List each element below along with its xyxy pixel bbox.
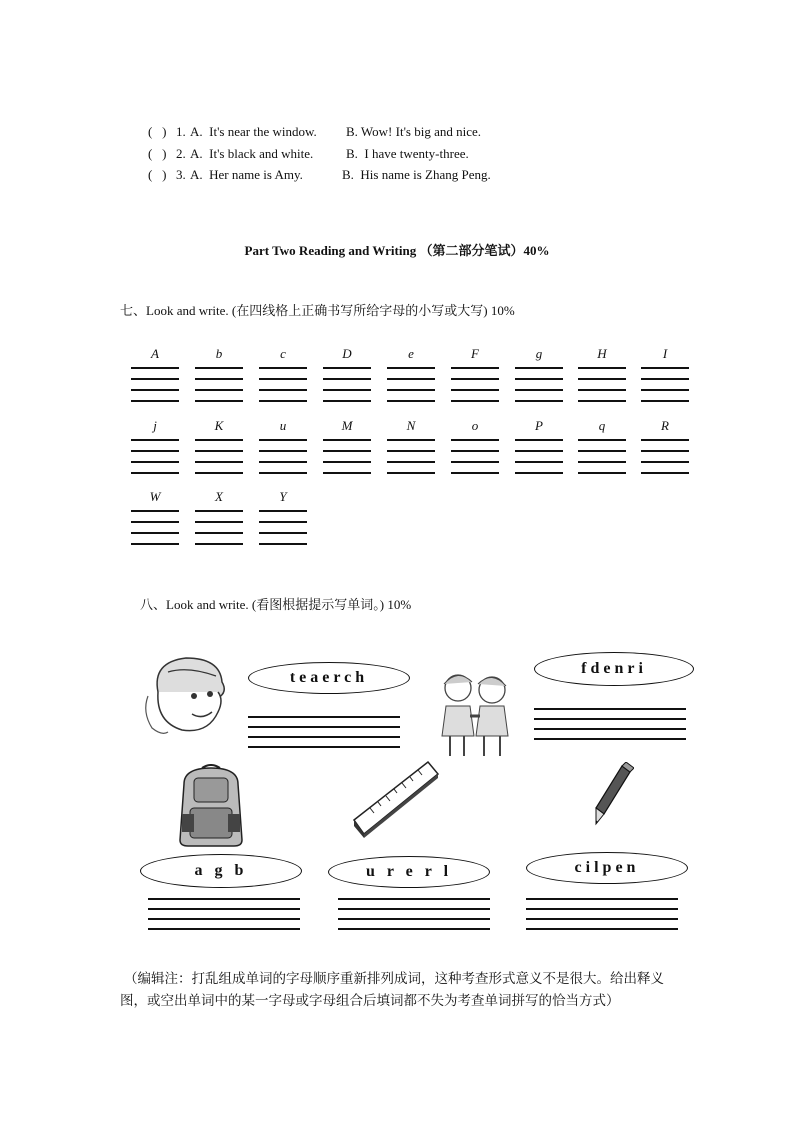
four-line-grid[interactable] bbox=[259, 510, 307, 544]
grid-line bbox=[641, 439, 689, 441]
four-line-grid[interactable] bbox=[195, 439, 243, 473]
grid-line bbox=[641, 400, 689, 402]
option-b: B. His name is Zhang Peng. bbox=[342, 167, 491, 182]
grid-line bbox=[195, 450, 243, 452]
four-line-grid[interactable] bbox=[259, 439, 307, 473]
grid-line bbox=[578, 450, 626, 452]
answer-paren: ( ) bbox=[148, 146, 167, 161]
girl-face-icon bbox=[138, 652, 234, 738]
grid-line bbox=[131, 510, 179, 512]
four-line-grid[interactable] bbox=[641, 439, 689, 473]
writing-lines-bag[interactable] bbox=[148, 898, 300, 928]
grid-line bbox=[195, 510, 243, 512]
letter-prompt: e bbox=[408, 346, 414, 361]
grid-line bbox=[323, 378, 371, 380]
letter-prompt: K bbox=[214, 418, 224, 433]
question-number: 3. bbox=[176, 167, 186, 182]
letter-prompt: b bbox=[215, 346, 223, 361]
grid-line bbox=[259, 532, 307, 534]
option-b: B. I have twenty-three. bbox=[346, 146, 469, 161]
grid-line bbox=[451, 378, 499, 380]
four-line-grid[interactable] bbox=[578, 367, 626, 401]
four-line-grid[interactable] bbox=[451, 439, 499, 473]
four-line-grid[interactable] bbox=[387, 367, 435, 401]
four-line-grid[interactable] bbox=[131, 439, 179, 473]
letter-prompt: H bbox=[597, 346, 607, 361]
grid-line bbox=[195, 532, 243, 534]
letter-prompt: R bbox=[661, 418, 669, 433]
grid-line bbox=[578, 461, 626, 463]
four-line-grid[interactable] bbox=[195, 510, 243, 544]
option-a: A. It's black and white. bbox=[190, 146, 314, 161]
grid-line bbox=[323, 400, 371, 402]
grid-line bbox=[387, 378, 435, 380]
writing-lines-ruler[interactable] bbox=[338, 898, 490, 928]
grid-line bbox=[515, 439, 563, 441]
letter-prompt: M bbox=[341, 418, 353, 433]
grid-line bbox=[451, 472, 499, 474]
grid-line bbox=[195, 378, 243, 380]
letter-prompt: q bbox=[598, 418, 606, 433]
letter-prompt: N bbox=[406, 418, 416, 433]
grid-line bbox=[451, 400, 499, 402]
grid-line bbox=[259, 472, 307, 474]
schoolbag-icon bbox=[172, 764, 250, 848]
grid-line bbox=[259, 510, 307, 512]
writing-lines-pencil[interactable] bbox=[526, 898, 678, 928]
grid-line bbox=[641, 450, 689, 452]
grid-line bbox=[131, 543, 179, 545]
letter-prompt: j bbox=[153, 418, 157, 433]
section8-heading: 八、Look and write. (看图根据提示写单词。) 10% bbox=[140, 597, 412, 612]
grid-line bbox=[323, 461, 371, 463]
answer-paren: ( ) bbox=[148, 124, 167, 139]
part-title: Part Two Reading and Writing （第二部分笔试）40% bbox=[244, 243, 550, 258]
grid-line bbox=[387, 450, 435, 452]
four-line-grid[interactable] bbox=[323, 439, 371, 473]
grid-line bbox=[387, 389, 435, 391]
grid-line bbox=[195, 389, 243, 391]
answer-paren: ( ) bbox=[148, 167, 167, 182]
grid-line bbox=[578, 389, 626, 391]
grid-line bbox=[259, 543, 307, 545]
grid-line bbox=[131, 367, 179, 369]
grid-line bbox=[131, 378, 179, 380]
grid-line bbox=[515, 461, 563, 463]
two-girls-icon bbox=[430, 666, 522, 758]
grid-line bbox=[131, 389, 179, 391]
grid-line bbox=[259, 461, 307, 463]
grid-line bbox=[323, 389, 371, 391]
grid-line bbox=[131, 439, 179, 441]
grid-line bbox=[578, 378, 626, 380]
grid-line bbox=[195, 439, 243, 441]
grid-line bbox=[259, 378, 307, 380]
editor-note-line1: （编辑注：打乱组成单词的字母顺序重新排列成词，这种考查形式意义不是很大。给出释义 bbox=[124, 971, 664, 987]
grid-line bbox=[195, 543, 243, 545]
grid-line bbox=[259, 367, 307, 369]
letter-prompt: g bbox=[535, 346, 543, 361]
letter-prompt: W bbox=[149, 489, 161, 504]
grid-line bbox=[641, 389, 689, 391]
grid-line bbox=[515, 472, 563, 474]
option-a: A. It's near the window. bbox=[190, 124, 317, 139]
grid-line bbox=[195, 461, 243, 463]
grid-line bbox=[131, 461, 179, 463]
writing-lines-friend[interactable] bbox=[534, 708, 686, 738]
four-line-grid[interactable] bbox=[641, 367, 689, 401]
four-line-grid[interactable] bbox=[131, 510, 179, 544]
grid-line bbox=[387, 461, 435, 463]
letter-prompt: o bbox=[471, 418, 479, 433]
pencil-icon bbox=[592, 762, 634, 828]
grid-line bbox=[387, 439, 435, 441]
grid-line bbox=[641, 378, 689, 380]
grid-line bbox=[451, 367, 499, 369]
four-line-grid[interactable] bbox=[323, 367, 371, 401]
grid-line bbox=[578, 439, 626, 441]
grid-line bbox=[451, 389, 499, 391]
grid-line bbox=[451, 461, 499, 463]
four-line-grid[interactable] bbox=[451, 367, 499, 401]
grid-line bbox=[387, 367, 435, 369]
word-oval-bag: a g b bbox=[140, 854, 302, 888]
grid-line bbox=[131, 450, 179, 452]
grid-line bbox=[641, 367, 689, 369]
grid-line bbox=[195, 400, 243, 402]
grid-line bbox=[323, 450, 371, 452]
writing-lines-teacher[interactable] bbox=[248, 716, 400, 746]
grid-line bbox=[131, 532, 179, 534]
grid-line bbox=[641, 461, 689, 463]
letter-prompt: I bbox=[662, 346, 668, 361]
grid-line bbox=[259, 400, 307, 402]
grid-line bbox=[515, 450, 563, 452]
letter-prompt: P bbox=[535, 418, 543, 433]
ruler-icon bbox=[350, 756, 442, 838]
grid-line bbox=[131, 400, 179, 402]
grid-line bbox=[323, 439, 371, 441]
grid-line bbox=[195, 367, 243, 369]
grid-line bbox=[323, 367, 371, 369]
letter-prompt: D bbox=[342, 346, 352, 361]
option-b: B. Wow! It's big and nice. bbox=[346, 124, 482, 139]
letter-prompt: A bbox=[151, 346, 159, 361]
grid-line bbox=[578, 472, 626, 474]
four-line-grid[interactable] bbox=[515, 367, 563, 401]
grid-line bbox=[195, 521, 243, 523]
grid-line bbox=[641, 472, 689, 474]
word-oval-ruler: u r e r l bbox=[328, 856, 490, 888]
grid-line bbox=[515, 367, 563, 369]
word-oval-teacher: teaerch bbox=[248, 662, 410, 694]
grid-line bbox=[131, 472, 179, 474]
grid-line bbox=[515, 389, 563, 391]
question-number: 2. bbox=[176, 146, 186, 161]
four-line-grid[interactable] bbox=[387, 439, 435, 473]
four-line-grid[interactable] bbox=[259, 367, 307, 401]
letter-prompt: F bbox=[471, 346, 479, 361]
four-line-grid[interactable] bbox=[515, 439, 563, 473]
four-line-grid[interactable] bbox=[131, 367, 179, 401]
grid-line bbox=[323, 472, 371, 474]
grid-line bbox=[515, 400, 563, 402]
word-oval-friend: fdenri bbox=[534, 652, 694, 686]
grid-line bbox=[451, 439, 499, 441]
grid-line bbox=[515, 378, 563, 380]
grid-line bbox=[259, 450, 307, 452]
section7-heading: 七、Look and write. (在四线格上正确书写所给字母的小写或大写) 10% bbox=[120, 303, 515, 318]
letter-prompt: u bbox=[279, 418, 287, 433]
four-line-grid[interactable] bbox=[195, 367, 243, 401]
grid-line bbox=[387, 472, 435, 474]
grid-line bbox=[259, 439, 307, 441]
letter-prompt: c bbox=[280, 346, 286, 361]
grid-line bbox=[131, 521, 179, 523]
grid-line bbox=[578, 367, 626, 369]
editor-note-line2: 图，或空出单词中的某一字母或字母组合后填词都不失为考查单词拼写的恰当方式） bbox=[120, 993, 620, 1009]
question-number: 1. bbox=[176, 124, 186, 139]
letter-prompt: Y bbox=[279, 489, 287, 504]
grid-line bbox=[387, 400, 435, 402]
grid-line bbox=[578, 400, 626, 402]
four-line-grid[interactable] bbox=[578, 439, 626, 473]
grid-line bbox=[195, 472, 243, 474]
letter-prompt: X bbox=[215, 489, 223, 504]
grid-line bbox=[451, 450, 499, 452]
word-oval-pencil: cilpen bbox=[526, 852, 688, 884]
grid-line bbox=[259, 389, 307, 391]
option-a: A. Her name is Amy. bbox=[190, 167, 303, 182]
grid-line bbox=[259, 521, 307, 523]
